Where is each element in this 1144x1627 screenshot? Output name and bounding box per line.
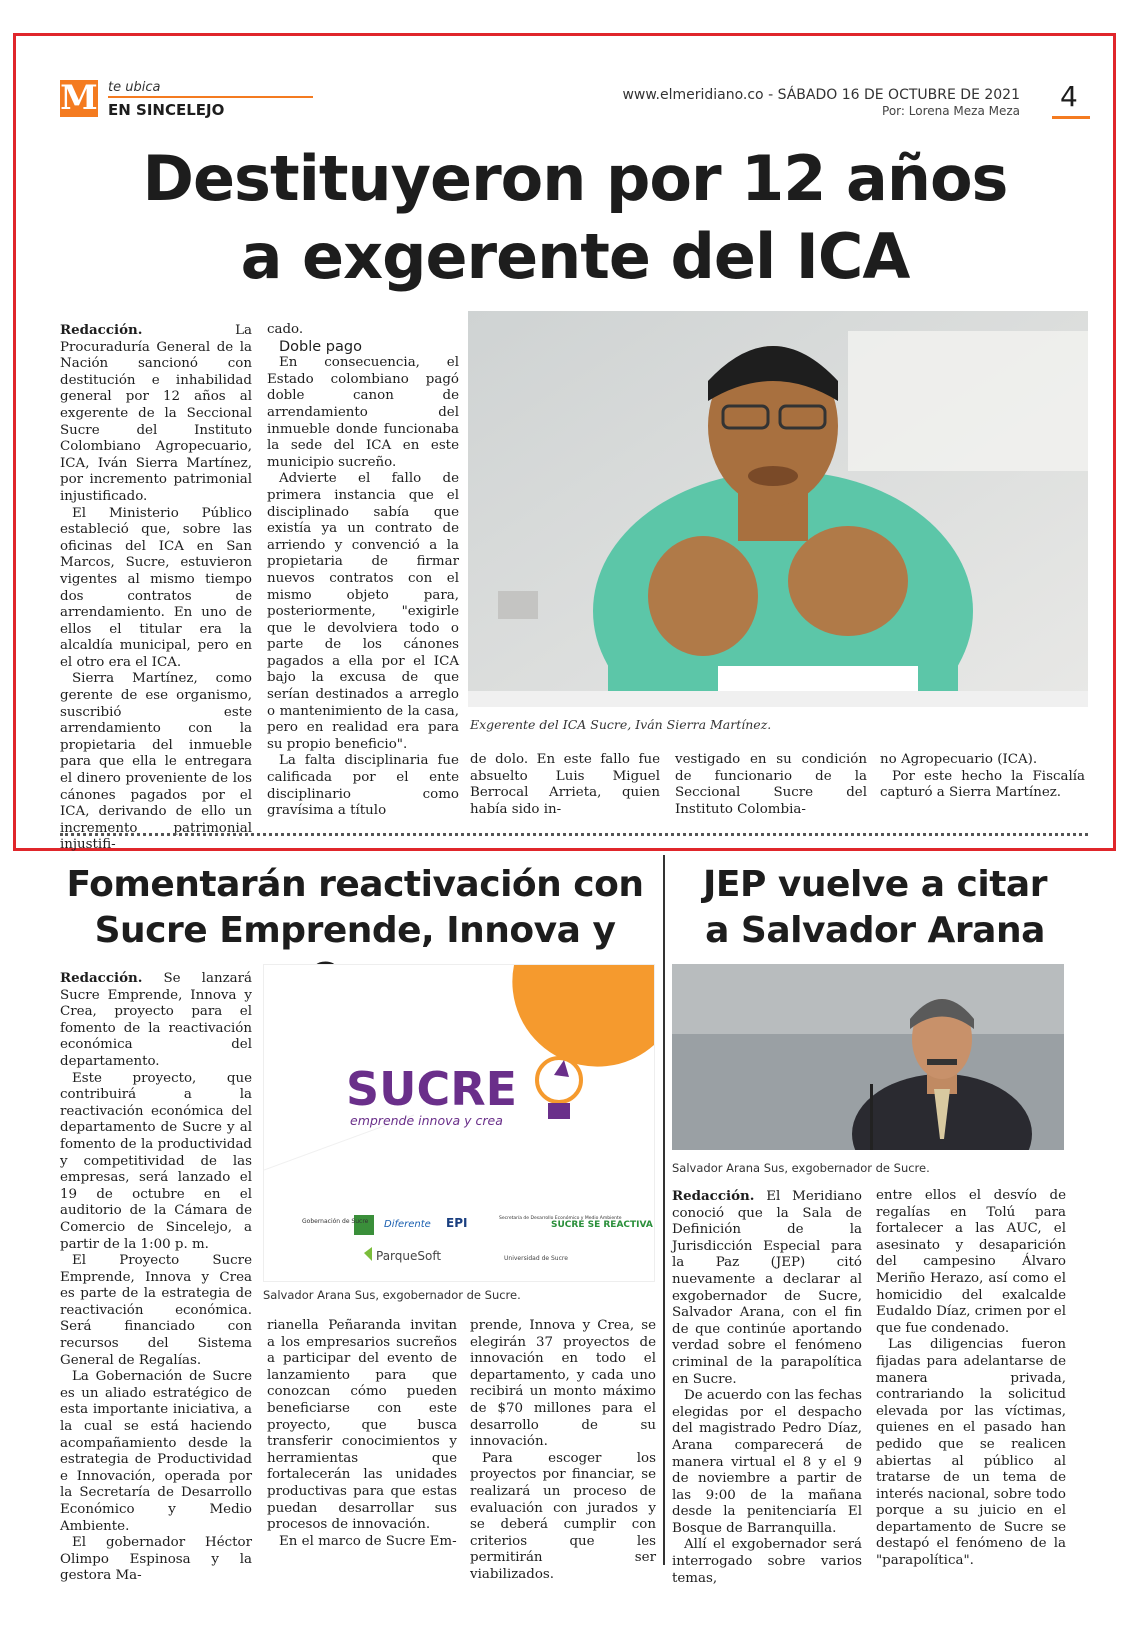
section-rule [108,96,313,98]
story3-headline-line1: JEP vuelve a citar [703,864,1047,905]
lead-p2: El Ministerio Público estableció que, sobre las oficinas del ICA en San Marcos, Sucre, estuvieron vigentes al mismo tiempo dos contratos de arrendamiento. En uno de ellos el titular era la alcaldía municipal, pero en el otro era el ICA. [60,505,252,670]
story2-p2: Este proyecto, que contribuirá a la reactivación económica del departamento de Sucre y al fomento de la productividad y competitividad de las empresas, será lanzado el 19 de octubre en el auditorio de la Cámara de Comercio de Sincelejo, a partir de la 1:00 p. m. [60,1070,252,1252]
story2-headline-line2: Sucre Emprende, Innova y [94,910,616,951]
lead-p1-text: La Procuraduría General de la Nación sancionó con destitución e inhabilidad general por 12 años al exgerente de la Seccional Sucre del Instituto Colombiano Agropecuario, ICA, Iván Sierra Martínez, por incremento patrimonial injustificado. [60,323,252,504]
lead-photo-illustration [468,311,1088,707]
partner-parquesoft: ParqueSoft [376,1249,442,1263]
story2-p1-text: Se lanzará Sucre Emprende, Innova y Crea, proyecto para el fomento de la reactivación económica del departamento. [60,971,252,1069]
lead-p3: Sierra Martínez, como gerente de ese organismo, suscribió este arrendamiento con la propietaria del inmueble para que ella le entregara el dinero proveniente de los cánones pagados por el ICA, derivando de ello un incremento patrimonial injustifi- [60,671,252,853]
lead-column-3 [470,752,660,818]
story3-p1-text: El Meridiano conoció que la Sala de Definición de la Jurisdicción Especial para la Paz (JEP) citó nuevamente a declarar al exgobernador de Sucre, Salvador Arana, con el fin de que continúe aportando verdad sobre el fenómeno criminal de la parapolítica en Sucre. [672,1189,862,1387]
column-rule [663,855,665,1565]
partner-unisucre: Universidad de Sucre [504,1255,568,1262]
lead-column-4 [675,752,867,818]
story3-photo-illustration [672,964,1064,1150]
story2-headline-line1: Fomentarán reactivación con [66,864,644,905]
site-and-date: www.elmeridiano.co - SÁBADO 16 DE OCTUBRE DE 2021 [622,87,1020,103]
lead-col3-text: de dolo. En este fallo fue absuelto Luis Miguel Berrocal Arrieta, quien había sido in- [470,752,660,817]
story2-column-3 [470,1318,656,1584]
lead-col2-p3: La falta disciplinaria fue calificada por el ente disciplinario como gravísima a título [267,753,459,819]
partner-gobernacion: Gobernación de Sucre [302,1218,369,1225]
story2-p4: La Gobernación de Sucre es un aliado estratégico de esta importante iniciativa, a la cual se está haciendo acompañamiento desde la estrategia de Productividad e Innovación, operada por la Secretaría de Desarrollo Económico y Medio Ambiente. [60,1369,252,1534]
story3-headline [675,862,1075,954]
lead-col2-p2: Advierte el fallo de primera instancia que el disciplinado sabía que existía ya un contrato de arriendo y convenció a la propietaria de firmar nuevos contratos con el mismo objeto para, posteriormente, "exigirle que le devolviera todo o parte de los cánones pagados a ella por el ICA bajo la excusa de que serían destinados a arreglo o mantenimiento de la casa, pero en realidad era para su propio beneficio". [267,471,459,752]
section-name: EN SINCELEJO [108,101,225,119]
lead-headline [60,140,1090,296]
sucre-emprende-artwork [264,965,654,1281]
lead-col2-continuation: cado. [267,322,304,337]
partner-epi: EPI [446,1216,468,1230]
lead-column-5 [880,752,1085,802]
lead-column-2 [267,322,459,820]
lead-subhead: Doble pago [279,338,362,355]
lead-col5-p2: Por este hecho la Fiscalía capturó a Sierra Martínez. [880,768,1085,801]
story2-p5: El gobernador Héctor Olimpo Espinosa y la gestora Ma- [60,1535,252,1584]
section-kicker: te ubica [108,80,161,95]
story2-lead-paragraph [60,970,252,1071]
story2-column-1 [60,970,252,1585]
page-number-rule [1052,116,1090,119]
lead-col2-p1: En consecuencia, el Estado colombiano pagó doble canon de arrendamiento del inmueble donde funcionaba la sede del ICA en este municipio sucreño. [267,355,459,470]
lead-col5-p1: no Agropecuario (ICA). [880,752,1038,767]
partner-secretaria: Secretaría de Desarrollo Económico y Medio Ambiente [499,1216,622,1221]
story3-column-1 [672,1188,862,1587]
story2-col3-p1: prende, Innova y Crea, se elegirán 37 proyectos de innovación en todo el departamento, y cada uno recibirá un monto máximo de $70 millones para el desarrollo de su innovación. [470,1318,656,1450]
story2-col2-p2: En el marco de Sucre Em- [279,1533,457,1549]
story3-col2-p2: Las diligencias fueron fijadas para adelantarse de manera privada, contrariando la solicitud elevada por las víctimas, quienes en el pasado han pedido que se realicen abiertas al público al tratarse de un tema de interés nacional, sobre todo porque a su juicio en el departamento de Sucre se destapó el fenómeno de la "parapolítica". [876,1337,1066,1569]
section-separator [60,833,1088,836]
partner-reactiva: SUCRE SE REACTIVA [551,1220,653,1230]
sucre-logo-tagline: emprende innova y crea [350,1113,503,1128]
story3-kicker: Redacción. [672,1188,755,1204]
story3-column-2 [876,1188,1066,1570]
lead-photo-caption: Exgerente del ICA Sucre, Iván Sierra Martínez. [470,717,772,732]
lead-photo [468,311,1088,707]
story2-col2-text: rianella Peñaranda invitan a los empresarios sucreños a participar del evento de lanzamiento para que conozcan cómo pueden beneficiarse con este proyecto, que busca transferir conocimientos y herramientas que fortalecerán las unidades productivas para que estas puedan desarrollar sus procesos de innovación. [267,1318,457,1533]
story2-kicker: Redacción. [60,970,143,986]
story2-column-2 [267,1318,457,1550]
lead-headline-line1: Destituyeron por 12 años [142,142,1008,215]
lead-kicker: Redacción. [60,322,143,338]
sucre-logo-word: SUCRE [346,1062,518,1116]
story3-p2: De acuerdo con las fechas elegidas por el despacho del magistrado Pedro Díaz, Arana comparecerá de manera virtual el 8 y el 9 de noviembre a partir de las 9:00 de la mañana desde la penitenciaría El Bosque de Barranquilla. [672,1388,862,1536]
story2-image [263,964,655,1282]
lead-column-1 [60,322,252,854]
story3-photo [672,964,1064,1150]
story2-p3: El Proyecto Sucre Emprende, Innova y Crea es parte de la estrategia de reactivación económica. Será financiado con recursos del Sistema General de Regalías. [60,1253,252,1368]
story3-p3: Allí el exgobernador será interrogado sobre varios temas, [672,1537,862,1586]
story3-col2-p1: entre ellos el desvío de regalías en Tolú para fortalecer a las AUC, el asesinato y desaparición del campesino Álvaro Meriño Herazo, así como el homicidio del exalcalde Eudaldo Díaz, crimen por el que fue condenado. [876,1188,1066,1336]
lead-headline-line2: a exgerente del ICA [240,220,910,293]
byline: Por: Lorena Meza Meza [882,104,1020,118]
lead-col4-text: vestigado en su condición de funcionario de la Seccional Sucre del Instituto Colombia- [675,752,867,817]
lead-paragraph [60,322,252,506]
story3-lead-paragraph [672,1188,862,1388]
story3-photo-caption: Salvador Arana Sus, exgobernador de Sucre. [672,1161,930,1175]
page-number: 4 [1060,80,1078,113]
el-meridiano-logo: M [60,78,98,118]
story2-photo-caption: Salvador Arana Sus, exgobernador de Sucre. [263,1288,521,1302]
story3-headline-line2: a Salvador Arana [705,910,1045,951]
partner-diferente: Diferente [384,1219,431,1230]
story2-col3-p2: Para escoger los proyectos por financiar, se realizará un proceso de evaluación con jurados y se deberá cumplir con criterios que les permitirán ser viabilizados. [470,1450,656,1582]
